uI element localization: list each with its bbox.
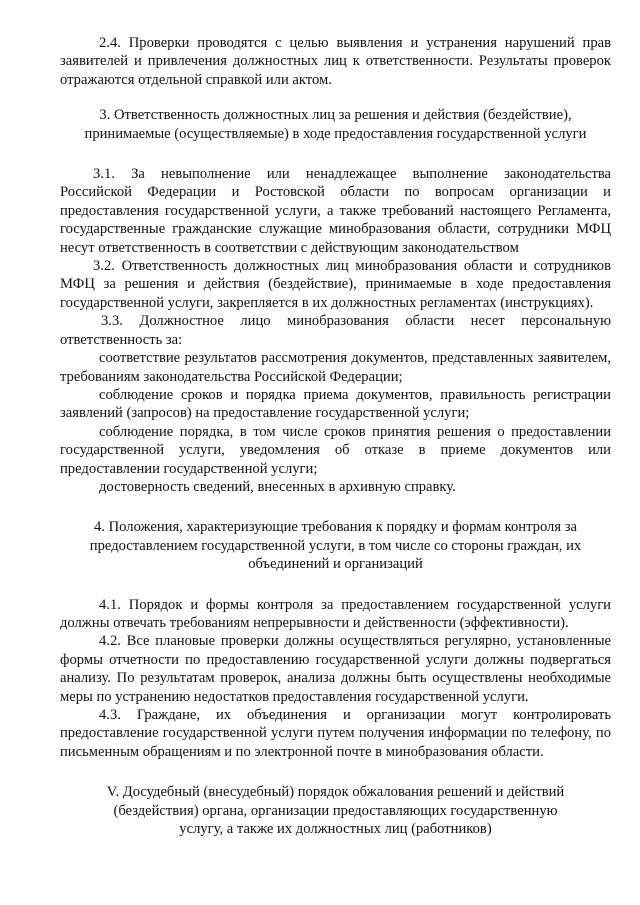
- section-5-heading: V. Досудебный (внесудебный) порядок обжалования решений и действий (бездействия) органа, организации предоставляющих государственную услугу, а также их должностных лиц (работников): [106, 784, 565, 838]
- section-4-heading: 4. Положения, характеризующие требования к порядку и формам контроля за предоставлением государственной услуги, в том числе со стороны граждан, их объединений и организаций: [89, 519, 582, 573]
- paragraph-2-4: 2.4. Проверки проводятся с целью выявления и устранения нарушений прав заявителей и привлечения должностных лиц к ответственности. Результаты проверок отражаются отдельной справкой или актом.: [60, 35, 611, 88]
- paragraph-4-1: 4.1. Порядок и формы контроля за предоставлением государственной услуги должны отвечать требованиям непрерывности и действенности (эффективности).: [60, 596, 611, 631]
- paragraph-4-3: 4.3. Граждане, их объединения и организации могут контролировать предоставление государственной услуги путем получения информации по телефону, по письменным обращениям и по электронной почте в минобразования области.: [60, 707, 611, 760]
- list-item-2: соблюдение сроков и порядка приема документов, правильность регистрации заявлений (запросов) на предоставление государственной услуги;: [60, 386, 611, 422]
- paragraph-3-3: 3.3. Должностное лицо минобразования области несет персональную ответственность за:: [60, 313, 611, 348]
- paragraph-3-2: 3.2. Ответственность должностных лиц минобразования области и сотрудников МФЦ за решения и действия (бездействие), принимаемые в ходе предоставления государственной услуги, закрепляется в их должностных регламентах (инструкциях).: [60, 258, 611, 311]
- list-item-4: достоверность сведений, внесенных в архивную справку.: [99, 478, 456, 495]
- list-item-3: соблюдение порядка, в том числе сроков принятия решения о предоставлении государственной услуги, уведомления об отказе в приеме документов или предоставлении государственной услуги;: [60, 423, 611, 477]
- paragraph-4-2: 4.2. Все плановые проверки должны осуществляться регулярно, установленные формы отчетности по предоставлению государственной услуги должны подвергаться анализу. По результатам проверок, анализа должны быть осуществлены необходимые меры по устранению недостатков предоставления государственной услуги.: [60, 633, 611, 705]
- section-3-heading: 3. Ответственность должностных лиц за решения и действия (бездействие), принимаемые (осуществляемые) в ходе предоставления государственной услуги: [84, 107, 587, 142]
- paragraph-3-1: 3.1. За невыполнение или ненадлежащее выполнение законодательства Российской Федерации и Ростовской области по вопросам организации и предоставления государственной услуги, а также требований настоящего Регламента, государственные гражданские служащие минобразования области, сотрудники МФЦ несут ответственность в соответствии с действующим законодательством: [60, 166, 611, 256]
- list-item-1: соответствие результатов рассмотрения документов, представленных заявителем, требованиям законодательства Российской Федерации;: [60, 350, 611, 385]
- document-page: [60, 34, 611, 838]
